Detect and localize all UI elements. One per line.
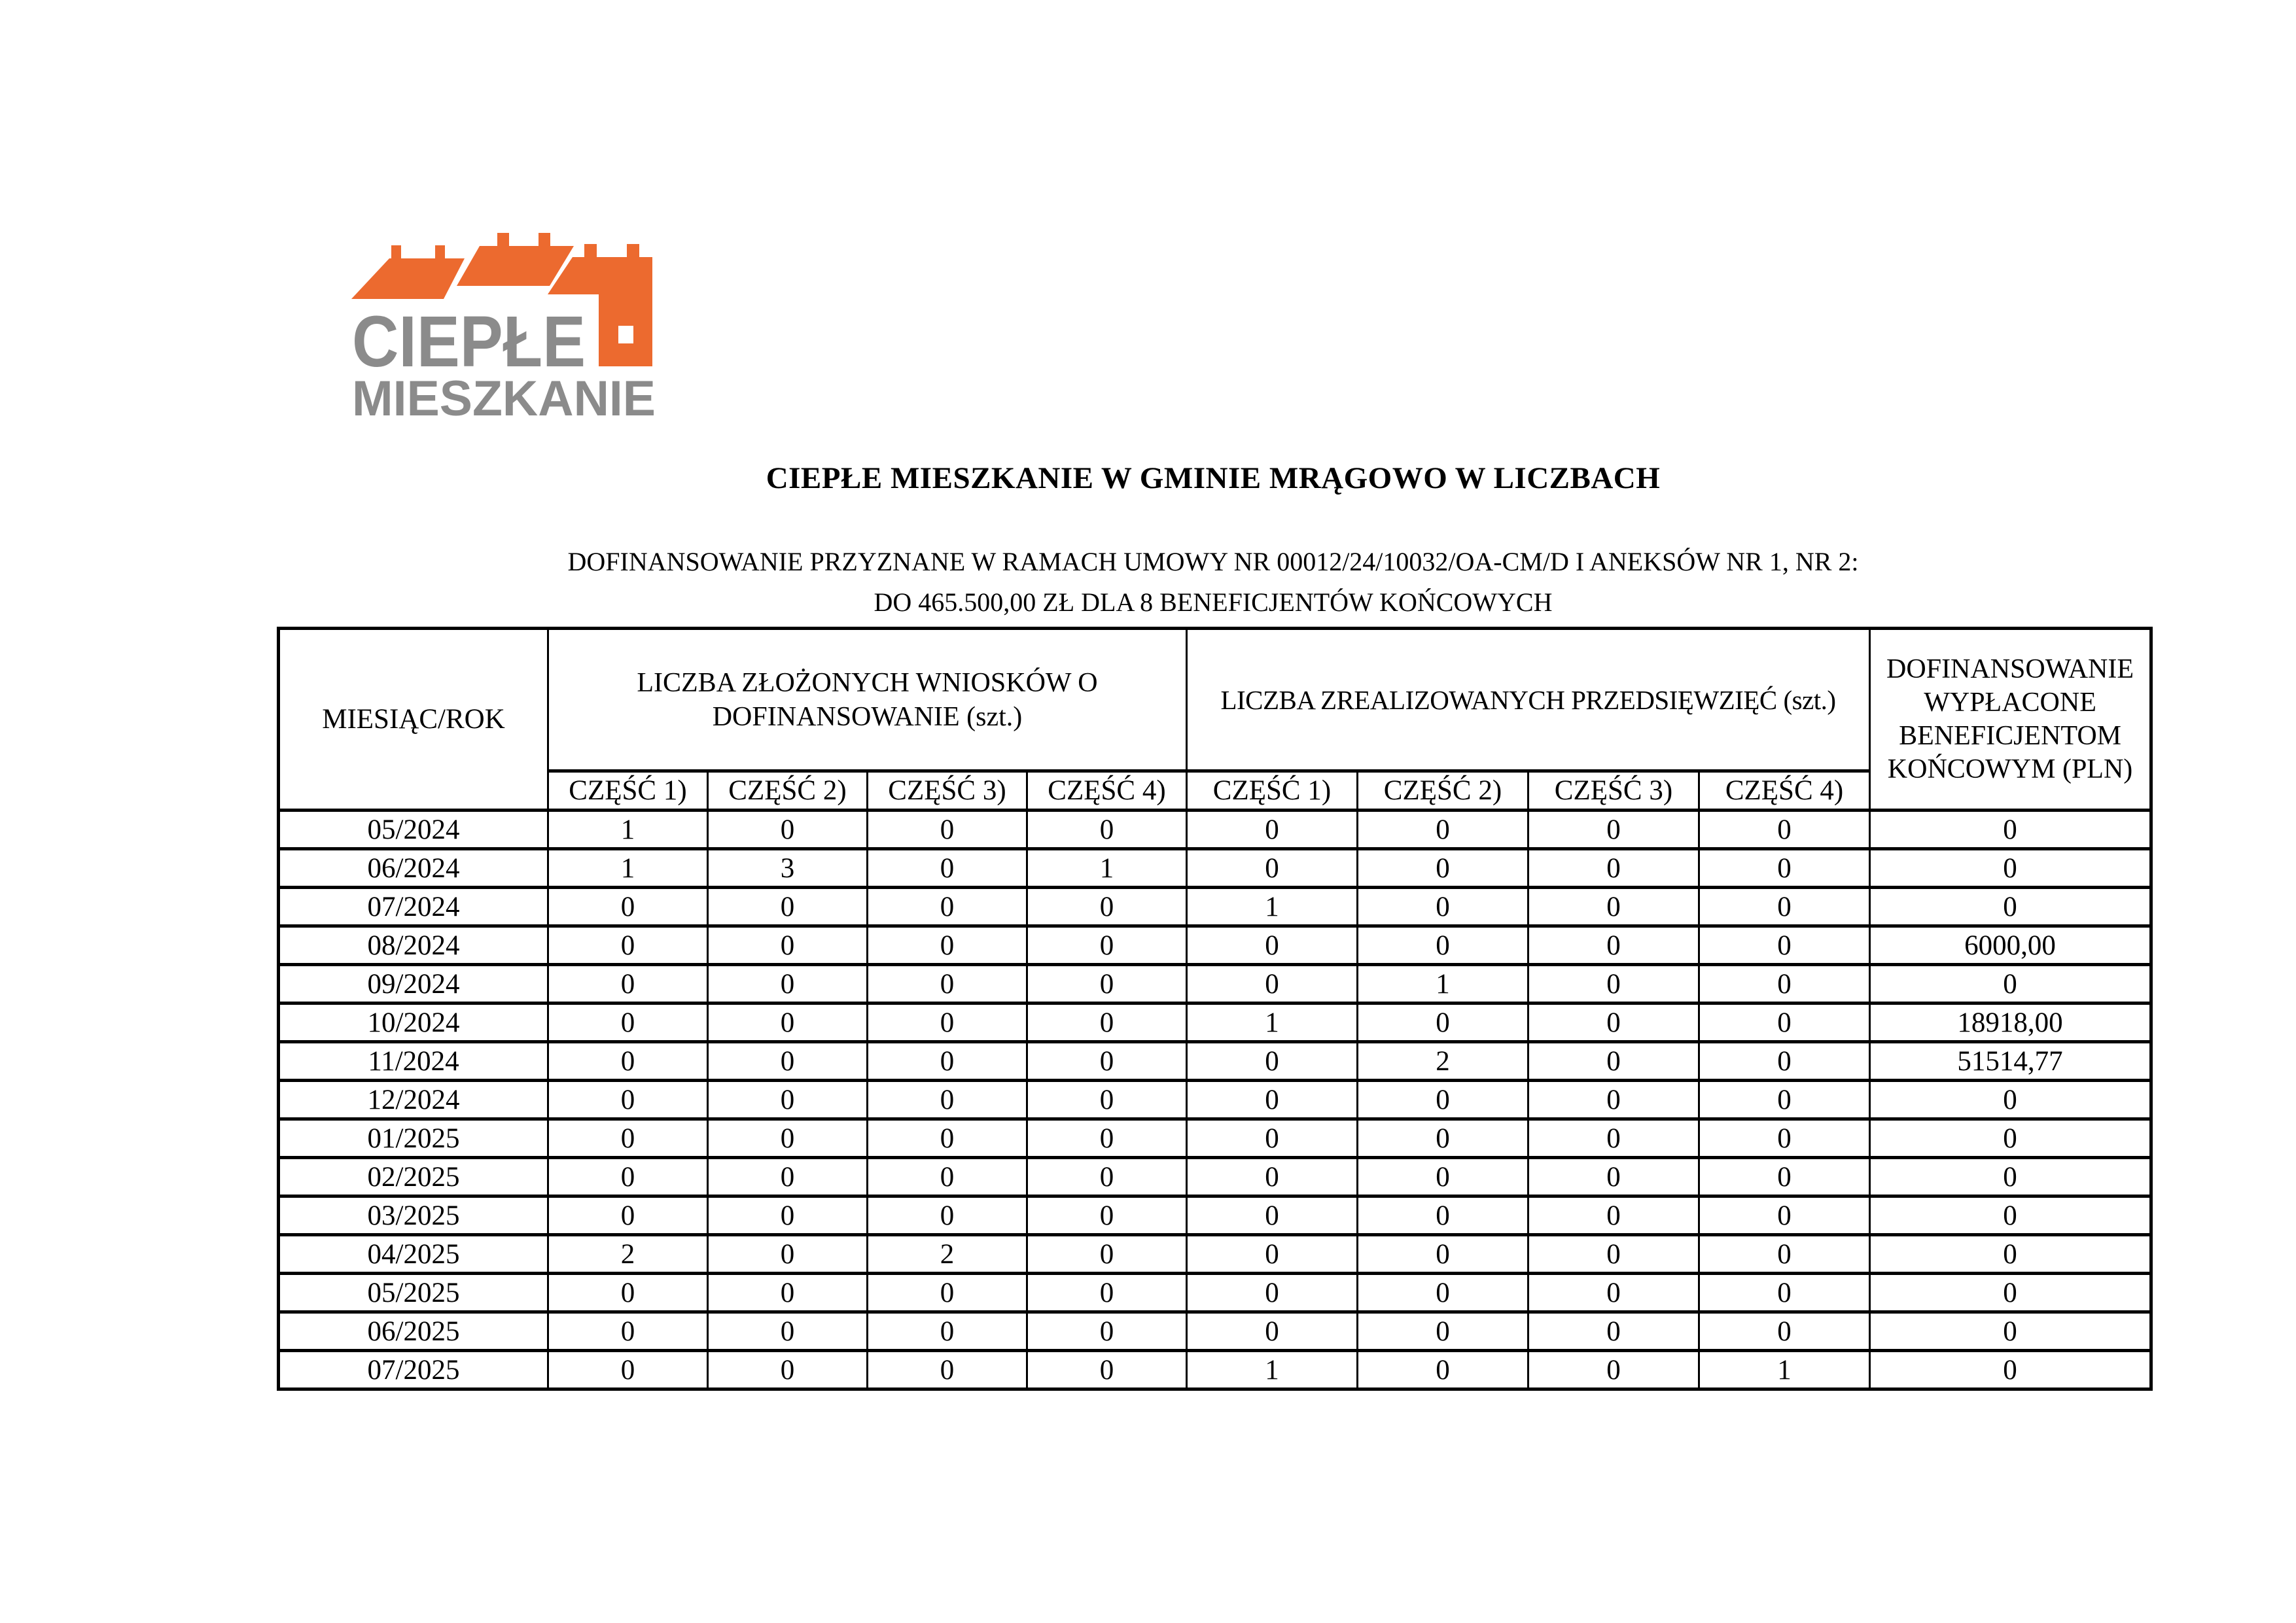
- value-cell: 0: [1870, 1196, 2151, 1235]
- column-header-part: CZĘŚĆ 1): [1187, 771, 1358, 811]
- value-cell: 0: [548, 965, 708, 1003]
- table-row: [279, 1081, 2151, 1119]
- value-cell: 0: [708, 1196, 868, 1235]
- value-cell: 0: [708, 1003, 868, 1042]
- column-header-part: CZĘŚĆ 3): [1528, 771, 1699, 811]
- value-cell: 0: [1528, 888, 1699, 926]
- month-cell: 12/2024: [279, 1081, 548, 1119]
- value-cell: 18918,00: [1870, 1003, 2151, 1042]
- value-cell: 0: [548, 888, 708, 926]
- value-cell: 1: [1187, 1351, 1358, 1389]
- value-cell: 0: [1358, 1081, 1528, 1119]
- column-header-part: CZĘŚĆ 1): [548, 771, 708, 811]
- table-row: [279, 1158, 2151, 1196]
- value-cell: 0: [1699, 1042, 1870, 1081]
- table-body: [279, 811, 2151, 1389]
- value-cell: 0: [1528, 965, 1699, 1003]
- value-cell: 0: [868, 888, 1027, 926]
- column-group-applications: [548, 629, 1187, 771]
- value-cell: 0: [548, 1274, 708, 1312]
- value-cell: 0: [1187, 1158, 1358, 1196]
- value-cell: 0: [868, 1312, 1027, 1351]
- value-cell: 0: [1027, 1081, 1187, 1119]
- value-cell: 0: [1870, 1081, 2151, 1119]
- value-cell: 0: [548, 1196, 708, 1235]
- value-cell: 0: [708, 1312, 868, 1351]
- table-row: [279, 849, 2151, 888]
- value-cell: 0: [1870, 1158, 2151, 1196]
- column-header-part: CZĘŚĆ 4): [1699, 771, 1870, 811]
- value-cell: 0: [1027, 1003, 1187, 1042]
- value-cell: 0: [1027, 1235, 1187, 1274]
- value-cell: 0: [1027, 811, 1187, 849]
- value-cell: 0: [1187, 926, 1358, 965]
- value-cell: 0: [1699, 1081, 1870, 1119]
- value-cell: 1: [1187, 888, 1358, 926]
- value-cell: 1: [548, 849, 708, 888]
- month-cell: 03/2025: [279, 1196, 548, 1235]
- value-cell: 0: [708, 888, 868, 926]
- table-header: [279, 629, 2151, 811]
- value-cell: 0: [1027, 926, 1187, 965]
- value-cell: 0: [1358, 811, 1528, 849]
- value-cell: 0: [1528, 849, 1699, 888]
- value-cell: 0: [548, 1081, 708, 1119]
- value-cell: 0: [868, 1119, 1027, 1158]
- value-cell: 0: [1699, 1196, 1870, 1235]
- value-cell: 0: [708, 1119, 868, 1158]
- table-row: [279, 888, 2151, 926]
- header-row-groups: [279, 629, 2151, 771]
- value-cell: 0: [1027, 1119, 1187, 1158]
- month-cell: 04/2025: [279, 1235, 548, 1274]
- value-cell: 0: [548, 1158, 708, 1196]
- value-cell: 0: [1187, 1235, 1358, 1274]
- month-cell: 01/2025: [279, 1119, 548, 1158]
- value-cell: 0: [868, 811, 1027, 849]
- chimney-icon: [539, 233, 550, 247]
- value-cell: 0: [1699, 926, 1870, 965]
- value-cell: 0: [548, 1003, 708, 1042]
- value-cell: 0: [548, 926, 708, 965]
- month-cell: 10/2024: [279, 1003, 548, 1042]
- value-cell: 3: [708, 849, 868, 888]
- value-cell: 0: [1528, 926, 1699, 965]
- value-cell: 1: [1027, 849, 1187, 888]
- value-cell: 0: [868, 1351, 1027, 1389]
- value-cell: 0: [1528, 1081, 1699, 1119]
- table-row: [279, 926, 2151, 965]
- value-cell: 6000,00: [1870, 926, 2151, 965]
- value-cell: 0: [1870, 1351, 2151, 1389]
- month-cell: 11/2024: [279, 1042, 548, 1081]
- value-cell: 0: [548, 1351, 708, 1389]
- value-cell: 0: [1870, 965, 2151, 1003]
- value-cell: 0: [708, 1274, 868, 1312]
- month-cell: 07/2024: [279, 888, 548, 926]
- subtitle-line-1: DOFINANSOWANIE PRZYZNANE W RAMACH UMOWY NR 00012/24/10032/OA-CM/D I ANEKSÓW NR 1, NR 2:: [567, 547, 1859, 576]
- value-cell: 0: [868, 1081, 1027, 1119]
- value-cell: 0: [1699, 849, 1870, 888]
- value-cell: 0: [1528, 811, 1699, 849]
- value-cell: 0: [1870, 811, 2151, 849]
- value-cell: 0: [1528, 1042, 1699, 1081]
- value-cell: 0: [1187, 1274, 1358, 1312]
- value-cell: 0: [1027, 965, 1187, 1003]
- value-cell: 0: [1027, 1312, 1187, 1351]
- table-row: [279, 965, 2151, 1003]
- value-cell: 0: [1699, 888, 1870, 926]
- value-cell: 0: [708, 1042, 868, 1081]
- pln-line-4: KOŃCOWYM (PLN): [1887, 754, 2133, 784]
- table-row: [279, 1351, 2151, 1389]
- value-cell: 0: [1699, 1235, 1870, 1274]
- window-icon: [618, 326, 633, 343]
- pln-line-2: WYPŁACONE: [1924, 687, 2096, 718]
- value-cell: 0: [868, 1158, 1027, 1196]
- value-cell: 0: [1699, 1274, 1870, 1312]
- value-cell: 0: [1528, 1235, 1699, 1274]
- value-cell: 0: [1870, 849, 2151, 888]
- value-cell: 0: [1027, 1042, 1187, 1081]
- column-header-month: MIESIĄC/ROK: [279, 629, 548, 811]
- column-header-part: CZĘŚĆ 3): [868, 771, 1027, 811]
- table-row: [279, 811, 2151, 849]
- value-cell: 1: [1187, 1003, 1358, 1042]
- month-cell: 06/2025: [279, 1312, 548, 1351]
- value-cell: 2: [868, 1235, 1027, 1274]
- value-cell: 0: [1870, 1119, 2151, 1158]
- value-cell: 0: [1358, 1158, 1528, 1196]
- group1-line1: LICZBA ZŁOŻONYCH WNIOSKÓW O: [637, 667, 1098, 698]
- value-cell: 2: [1358, 1042, 1528, 1081]
- value-cell: 0: [1528, 1274, 1699, 1312]
- value-cell: 0: [1027, 888, 1187, 926]
- column-header-part: CZĘŚĆ 2): [1358, 771, 1528, 811]
- value-cell: 0: [1358, 926, 1528, 965]
- table-row: [279, 1235, 2151, 1274]
- column-header-paid-out: [1870, 629, 2151, 811]
- page-subtitle: [277, 542, 2149, 623]
- table-row: [279, 1196, 2151, 1235]
- table-row: [279, 1042, 2151, 1081]
- month-cell: 08/2024: [279, 926, 548, 965]
- column-header-part: CZĘŚĆ 2): [708, 771, 868, 811]
- value-cell: 0: [708, 1235, 868, 1274]
- value-cell: 51514,77: [1870, 1042, 2151, 1081]
- value-cell: 0: [868, 1274, 1027, 1312]
- value-cell: 0: [1699, 1158, 1870, 1196]
- value-cell: 0: [1870, 1312, 2151, 1351]
- value-cell: 0: [1187, 1196, 1358, 1235]
- value-cell: 0: [1358, 888, 1528, 926]
- logo-text-line1: CIEPŁE: [352, 302, 586, 382]
- value-cell: 0: [1187, 849, 1358, 888]
- value-cell: 1: [548, 811, 708, 849]
- month-cell: 09/2024: [279, 965, 548, 1003]
- value-cell: 0: [1870, 1235, 2151, 1274]
- value-cell: 0: [1027, 1158, 1187, 1196]
- funding-table: [277, 627, 2153, 1391]
- value-cell: 0: [1699, 965, 1870, 1003]
- value-cell: 0: [1358, 1235, 1528, 1274]
- value-cell: 0: [708, 1351, 868, 1389]
- value-cell: 0: [1187, 1081, 1358, 1119]
- value-cell: 0: [1358, 1196, 1528, 1235]
- value-cell: 0: [1027, 1196, 1187, 1235]
- value-cell: 0: [1528, 1119, 1699, 1158]
- value-cell: 0: [708, 1158, 868, 1196]
- chimney-icon: [391, 245, 401, 260]
- value-cell: 0: [1699, 1119, 1870, 1158]
- value-cell: 0: [1187, 965, 1358, 1003]
- value-cell: 0: [868, 965, 1027, 1003]
- value-cell: 0: [1699, 1312, 1870, 1351]
- value-cell: 0: [1699, 811, 1870, 849]
- value-cell: 1: [1699, 1351, 1870, 1389]
- value-cell: 0: [868, 1196, 1027, 1235]
- month-cell: 07/2025: [279, 1351, 548, 1389]
- table-row: [279, 1003, 2151, 1042]
- value-cell: 0: [868, 1042, 1027, 1081]
- group1-line2: DOFINANSOWANIE (szt.): [712, 701, 1023, 732]
- value-cell: 0: [1187, 1119, 1358, 1158]
- table-row: [279, 1274, 2151, 1312]
- roof-left-icon: [351, 258, 465, 299]
- value-cell: 0: [708, 926, 868, 965]
- month-cell: 05/2024: [279, 811, 548, 849]
- value-cell: 0: [1187, 1312, 1358, 1351]
- column-group-completed: LICZBA ZREALIZOWANYCH PRZEDSIĘWZIĘĆ (szt.): [1187, 629, 1870, 771]
- value-cell: 0: [1187, 811, 1358, 849]
- value-cell: 0: [548, 1042, 708, 1081]
- value-cell: 0: [1870, 1274, 2151, 1312]
- value-cell: 0: [1358, 1119, 1528, 1158]
- roof-middle-icon: [457, 246, 574, 286]
- chimney-icon: [627, 244, 639, 258]
- value-cell: 0: [868, 926, 1027, 965]
- column-header-part: CZĘŚĆ 4): [1027, 771, 1187, 811]
- value-cell: 0: [1699, 1003, 1870, 1042]
- value-cell: 0: [548, 1312, 708, 1351]
- page-title: CIEPŁE MIESZKANIE W GMINIE MRĄGOWO W LICZBACH: [766, 461, 1661, 495]
- table-row: [279, 1119, 2151, 1158]
- value-cell: 0: [1358, 1003, 1528, 1042]
- value-cell: 0: [708, 811, 868, 849]
- pln-line-1: DOFINANSOWANIE: [1886, 654, 2134, 684]
- value-cell: 0: [1027, 1274, 1187, 1312]
- chimney-icon: [584, 244, 597, 258]
- logo-text-line2: MIESZKANIE: [352, 371, 656, 419]
- value-cell: 0: [1187, 1042, 1358, 1081]
- value-cell: 0: [868, 849, 1027, 888]
- value-cell: 0: [1358, 1274, 1528, 1312]
- month-cell: 06/2024: [279, 849, 548, 888]
- value-cell: 0: [1027, 1351, 1187, 1389]
- value-cell: 0: [1358, 849, 1528, 888]
- value-cell: 1: [1358, 965, 1528, 1003]
- value-cell: 0: [1358, 1351, 1528, 1389]
- value-cell: 0: [1528, 1003, 1699, 1042]
- pln-line-3: BENEFICJENTOM: [1899, 720, 2121, 751]
- value-cell: 2: [548, 1235, 708, 1274]
- value-cell: 0: [1528, 1312, 1699, 1351]
- cieple-mieszkanie-logo: [337, 222, 664, 419]
- value-cell: 0: [548, 1119, 708, 1158]
- month-cell: 02/2025: [279, 1158, 548, 1196]
- value-cell: 0: [708, 1081, 868, 1119]
- value-cell: 0: [708, 965, 868, 1003]
- table-row: [279, 1312, 2151, 1351]
- chimney-icon: [435, 245, 445, 260]
- value-cell: 0: [1528, 1196, 1699, 1235]
- value-cell: 0: [1528, 1351, 1699, 1389]
- subtitle-line-2: DO 465.500,00 ZŁ DLA 8 BENEFICJENTÓW KOŃCOWYCH: [874, 587, 1553, 617]
- value-cell: 0: [868, 1003, 1027, 1042]
- month-cell: 05/2025: [279, 1274, 548, 1312]
- value-cell: 0: [1358, 1312, 1528, 1351]
- value-cell: 0: [1528, 1158, 1699, 1196]
- value-cell: 0: [1870, 888, 2151, 926]
- chimney-icon: [497, 233, 509, 247]
